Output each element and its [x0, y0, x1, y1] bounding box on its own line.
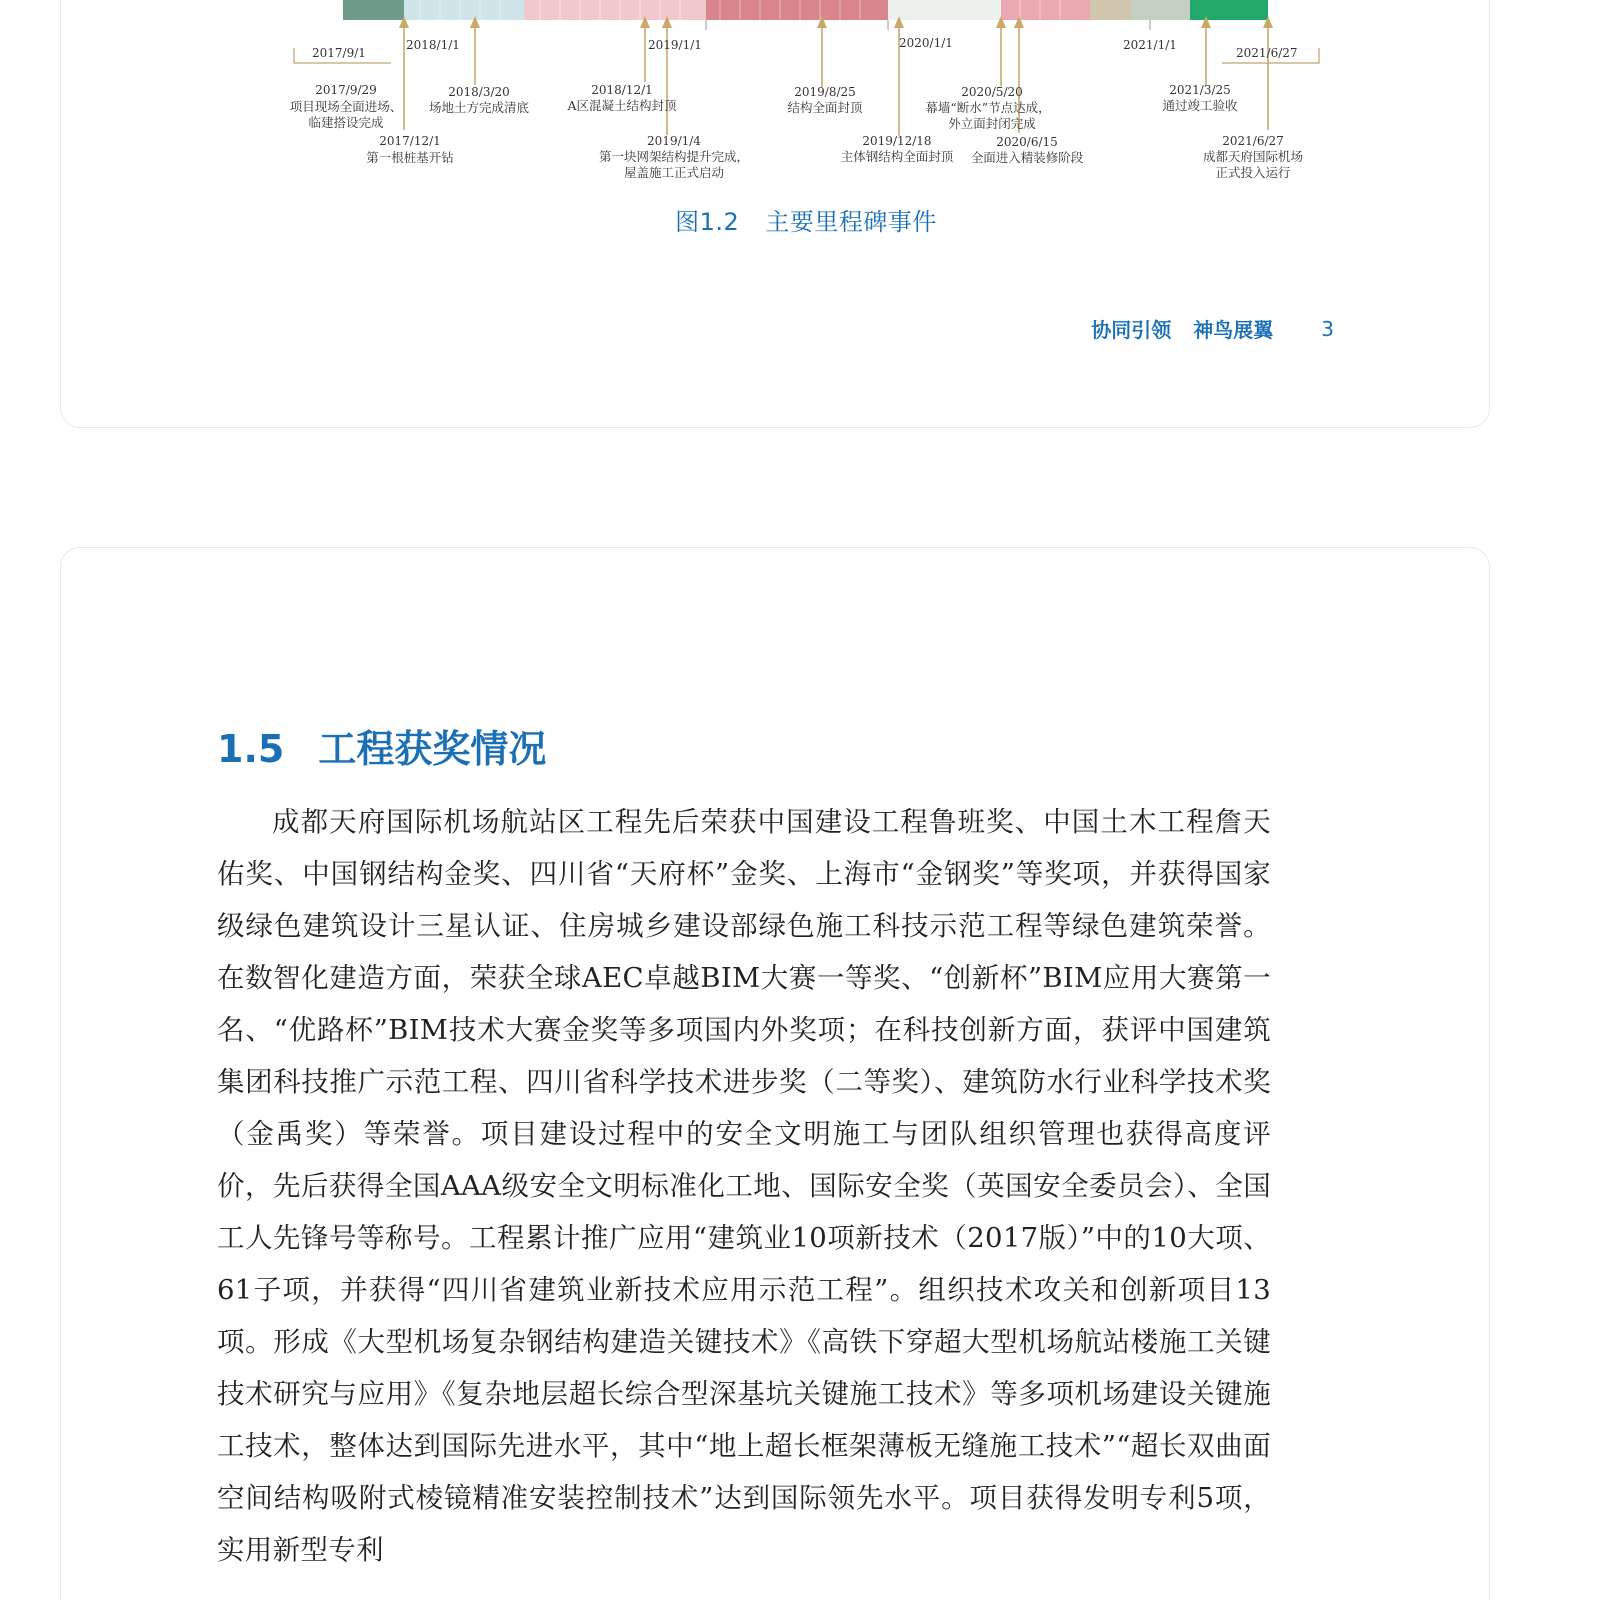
section-title: 工程获奖情况: [318, 727, 547, 771]
event-desc: 第一块网架结构提升完成，: [598, 149, 750, 164]
footer-slogan-part2: 神鸟展翼: [1193, 318, 1274, 342]
event-desc: 正式投入运行: [1215, 165, 1291, 180]
event-desc: A区混凝土结构封顶: [567, 98, 677, 113]
axis-date-label: 2018/1/1: [406, 38, 460, 52]
timeline-segment: [1090, 0, 1131, 20]
timeline-bar: [343, 0, 1268, 20]
event-date: 2019/12/18: [862, 134, 932, 148]
milestone-timeline: [0, 0, 1600, 200]
figure-title: 主要里程碑事件: [765, 208, 937, 236]
page-number: 3: [1321, 316, 1334, 341]
running-footer: [1091, 314, 1334, 343]
event-desc: 成都天府国际机场: [1202, 149, 1304, 164]
event-desc: 主体钢结构全面封顶: [840, 149, 954, 164]
event-date: 2017/12/1: [379, 134, 441, 148]
timeline-segment: [706, 0, 888, 20]
event-desc: 临建搭设完成: [308, 115, 384, 130]
timeline-segment: [1131, 0, 1190, 20]
event-date: 2018/3/20: [448, 85, 510, 99]
event-date: 2021/3/25: [1169, 83, 1231, 97]
section-heading: [217, 718, 546, 773]
event-desc: 场地土方完成清底: [428, 100, 530, 115]
footer-slogan-part1: 协同引领: [1091, 318, 1172, 342]
section-body-paragraph: 成都天府国际机场航站区工程先后荣获中国建设工程鲁班奖、中国土木工程詹天佑奖、中国钢结构金奖、四川省“天府杯”金奖、上海市“金钢奖”等奖项，并获得国家级绿色建筑设计三星认证、住房城乡建设部绿色施工科技示范工程等绿色建筑荣誉。在数智化建造方面，荣获全球AEC卓越BIM大赛一等奖、“创新杯”BIM应用大赛第一名、“优路杯”BIM技术大赛金奖等多项国内外奖项；在科技创新方面，获评中国建筑集团科技推广示范工程、四川省科学技术进步奖（二等奖）、建筑防水行业科学技术奖（金禹奖）等荣誉。项目建设过程中的安全文明施工与团队组织管理也获得高度评价，先后获得全国AAA级安全文明标准化工地、国际安全奖（英国安全委员会）、全国工人先锋号等称号。工程累计推广应用“建筑业10项新技术（2017版）”中的10大项、61子项，并获得“四川省建筑业新技术应用示范工程”。组织技术攻关和创新项目13项。形成《大型机场复杂钢结构建造关键技术》《高铁下穿超大型机场航站楼施工关键技术研究与应用》《复杂地层超长综合型深基坑关键施工技术》等多项机场建设关键施工技术，整体达到国际先进水平，其中“地上超长框架薄板无缝施工技术”“超长双曲面空间结构吸附式棱镜精准安装控制技术”达到国际领先水平。项目获得发明专利5项，实用新型专利: [217, 806, 1271, 1566]
timeline-segment: [524, 0, 706, 20]
figure-number: 图1.2: [675, 208, 740, 236]
axis-date-label: 2021/6/27: [1236, 46, 1298, 60]
timeline-segment: [1001, 0, 1090, 20]
event-desc: 项目现场全面进场、: [289, 99, 403, 114]
event-desc: 屋盖施工正式启动: [623, 165, 725, 180]
event-date: 2020/6/15: [996, 135, 1058, 149]
axis-date-label: 2019/1/1: [648, 38, 702, 52]
event-desc: 第一根桩基开钻: [366, 150, 454, 165]
event-date: 2021/6/27: [1222, 134, 1284, 148]
timeline-segment: [1190, 0, 1268, 20]
event-desc: 外立面封闭完成: [948, 116, 1036, 131]
event-date: 2018/12/1: [591, 83, 653, 97]
event-desc: 幕墙“断水”节点达成，: [925, 100, 1051, 115]
event-desc: 结构全面封顶: [787, 100, 863, 115]
axis-date-label: 2021/1/1: [1123, 38, 1177, 52]
timeline-segment: [888, 0, 1001, 20]
event-date: 2020/5/20: [961, 85, 1023, 99]
event-desc: 全面进入精装修阶段: [970, 150, 1084, 165]
timeline-segment: [404, 0, 524, 20]
event-date: 2019/1/4: [647, 134, 701, 148]
event-arrows: [399, 16, 1273, 136]
event-date: 2019/8/25: [794, 85, 856, 99]
event-desc: 通过竣工验收: [1162, 98, 1238, 113]
timeline-segment: [343, 0, 404, 20]
figure-caption: [0, 202, 1600, 237]
event-date: 2017/9/29: [315, 83, 377, 97]
axis-date-label: 2017/9/1: [312, 46, 366, 60]
axis-date-label: 2020/1/1: [899, 36, 953, 50]
section-number: 1.5: [217, 727, 285, 771]
